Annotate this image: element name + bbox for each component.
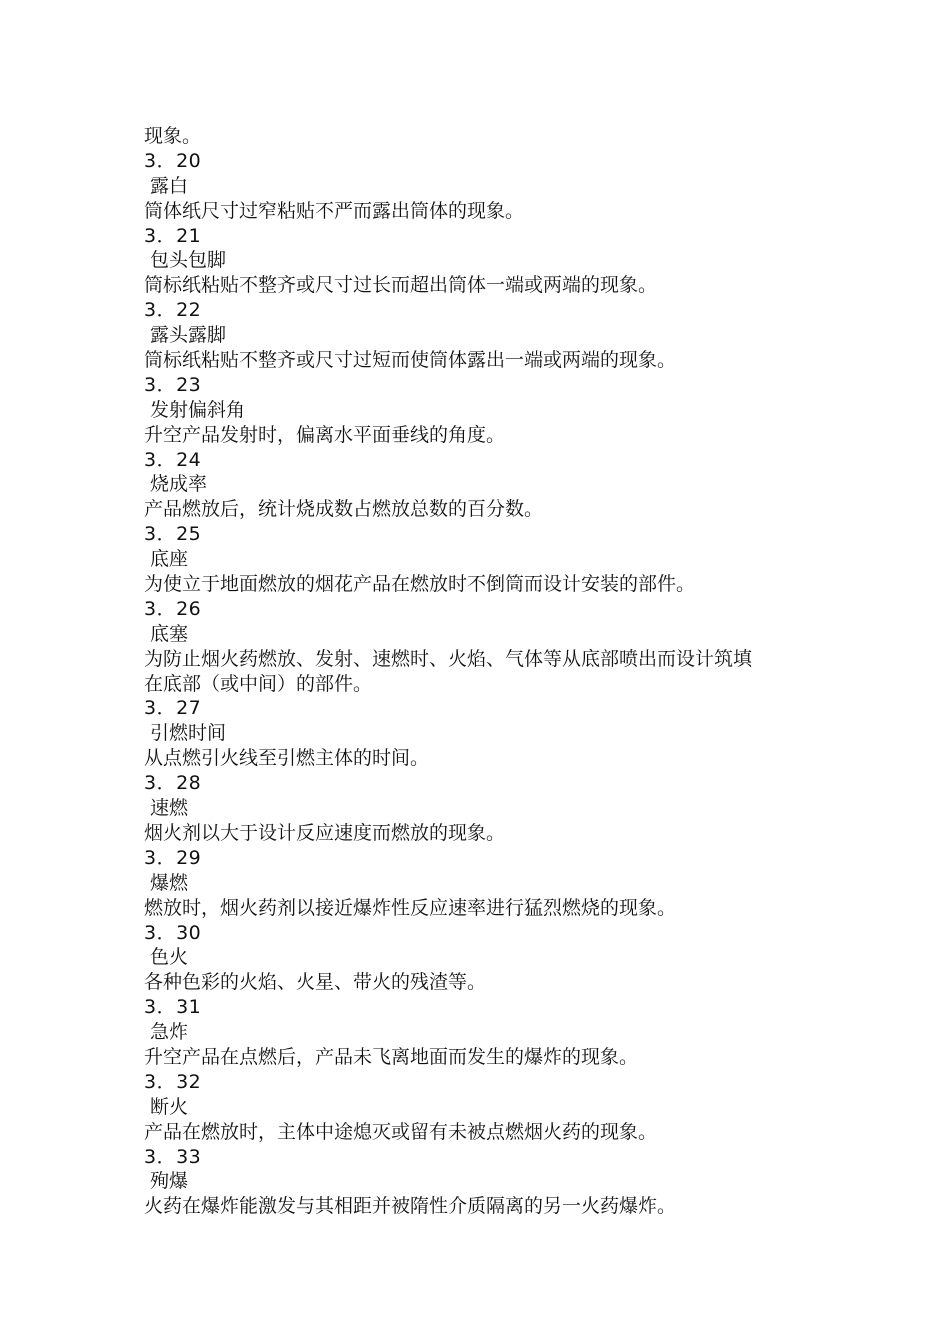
entry-term: 殉爆 bbox=[150, 1170, 189, 1193]
entry-term: 底座 bbox=[150, 548, 189, 571]
term-entry bbox=[144, 696, 824, 771]
entry-definition: 在底部（或中间）的部件。 bbox=[144, 672, 373, 695]
entry-term: 包头包脚 bbox=[150, 249, 227, 272]
entry-term: 底塞 bbox=[150, 622, 189, 645]
entry-term: 露头露脚 bbox=[150, 324, 227, 347]
entry-definition: 烟火剂以大于设计反应速度而燃放的现象。 bbox=[144, 821, 506, 844]
entry-term: 引燃时间 bbox=[150, 722, 227, 745]
entry-number: 3．24 bbox=[144, 448, 202, 471]
term-entry bbox=[144, 224, 824, 299]
entry-number: 3．30 bbox=[144, 921, 202, 944]
entry-definition: 火药在爆炸能激发与其相距并被隋性介质隔离的另一火药爆炸。 bbox=[144, 1195, 677, 1218]
entry-definition: 从点燃引火线至引燃主体的时间。 bbox=[144, 747, 430, 770]
entry-term: 烧成率 bbox=[150, 473, 208, 496]
entry-term: 露白 bbox=[150, 174, 189, 197]
entry-definition: 为使立于地面燃放的烟花产品在燃放时不倒筒而设计安装的部件。 bbox=[144, 573, 696, 596]
term-entry bbox=[144, 1070, 824, 1145]
document-page bbox=[144, 124, 824, 1219]
entry-definition: 产品在燃放时，主体中途熄灭或留有未被点燃烟火药的现象。 bbox=[144, 1120, 658, 1143]
entry-number: 3．21 bbox=[144, 224, 202, 247]
entry-definition: 升空产品在点燃后，产品未飞离地面而发生的爆炸的现象。 bbox=[144, 1045, 639, 1068]
term-entry bbox=[144, 298, 824, 373]
entry-term: 爆燃 bbox=[150, 871, 189, 894]
entry-term: 速燃 bbox=[150, 797, 189, 820]
term-entry bbox=[144, 448, 824, 523]
entry-number: 3．33 bbox=[144, 1145, 202, 1168]
term-entry bbox=[144, 771, 824, 846]
term-entry bbox=[144, 597, 824, 697]
term-entry bbox=[144, 522, 824, 597]
entry-definition: 各种色彩的火焰、火星、带火的残渣等。 bbox=[144, 971, 487, 994]
term-entry bbox=[144, 149, 824, 224]
entry-definition: 筒体纸尺寸过窄粘贴不严而露出筒体的现象。 bbox=[144, 199, 525, 222]
term-entry bbox=[144, 995, 824, 1070]
entry-definition: 升空产品发射时，偏离水平面垂线的角度。 bbox=[144, 423, 506, 446]
entry-number: 3．27 bbox=[144, 697, 202, 720]
entry-number: 3．28 bbox=[144, 772, 202, 795]
entry-term: 色火 bbox=[150, 946, 189, 969]
entry-number: 3．29 bbox=[144, 846, 202, 869]
entry-definition: 筒标纸粘贴不整齐或尺寸过短而使筒体露出一端或两端的现象。 bbox=[144, 349, 677, 372]
entry-term: 发射偏斜角 bbox=[150, 398, 246, 421]
term-entry bbox=[144, 373, 824, 448]
entry-term: 断火 bbox=[150, 1095, 189, 1118]
entry-number: 3．23 bbox=[144, 373, 202, 396]
entry-definition: 产品燃放后，统计烧成数占燃放总数的百分数。 bbox=[144, 498, 544, 521]
term-entry bbox=[144, 921, 824, 996]
entry-number: 3．31 bbox=[144, 996, 202, 1019]
entry-definition: 为防止烟火药燃放、发射、速燃时、火焰、气体等从底部喷出而设计筑填 bbox=[144, 647, 753, 670]
entry-definition: 筒标纸粘贴不整齐或尺寸过长而超出筒体一端或两端的现象。 bbox=[144, 274, 658, 297]
entry-number: 3．32 bbox=[144, 1070, 202, 1093]
term-entry bbox=[144, 846, 824, 921]
term-list bbox=[144, 149, 824, 1219]
entry-number: 3．26 bbox=[144, 597, 202, 620]
term-entry bbox=[144, 1145, 824, 1220]
entry-number: 3．22 bbox=[144, 299, 202, 322]
intro-text: 现象。 bbox=[144, 125, 202, 147]
entry-term: 急炸 bbox=[150, 1021, 189, 1044]
entry-definition: 燃放时，烟火药剂以接近爆炸性反应速率进行猛烈燃烧的现象。 bbox=[144, 896, 677, 919]
entry-number: 3．20 bbox=[144, 149, 202, 172]
entry-number: 3．25 bbox=[144, 523, 202, 546]
